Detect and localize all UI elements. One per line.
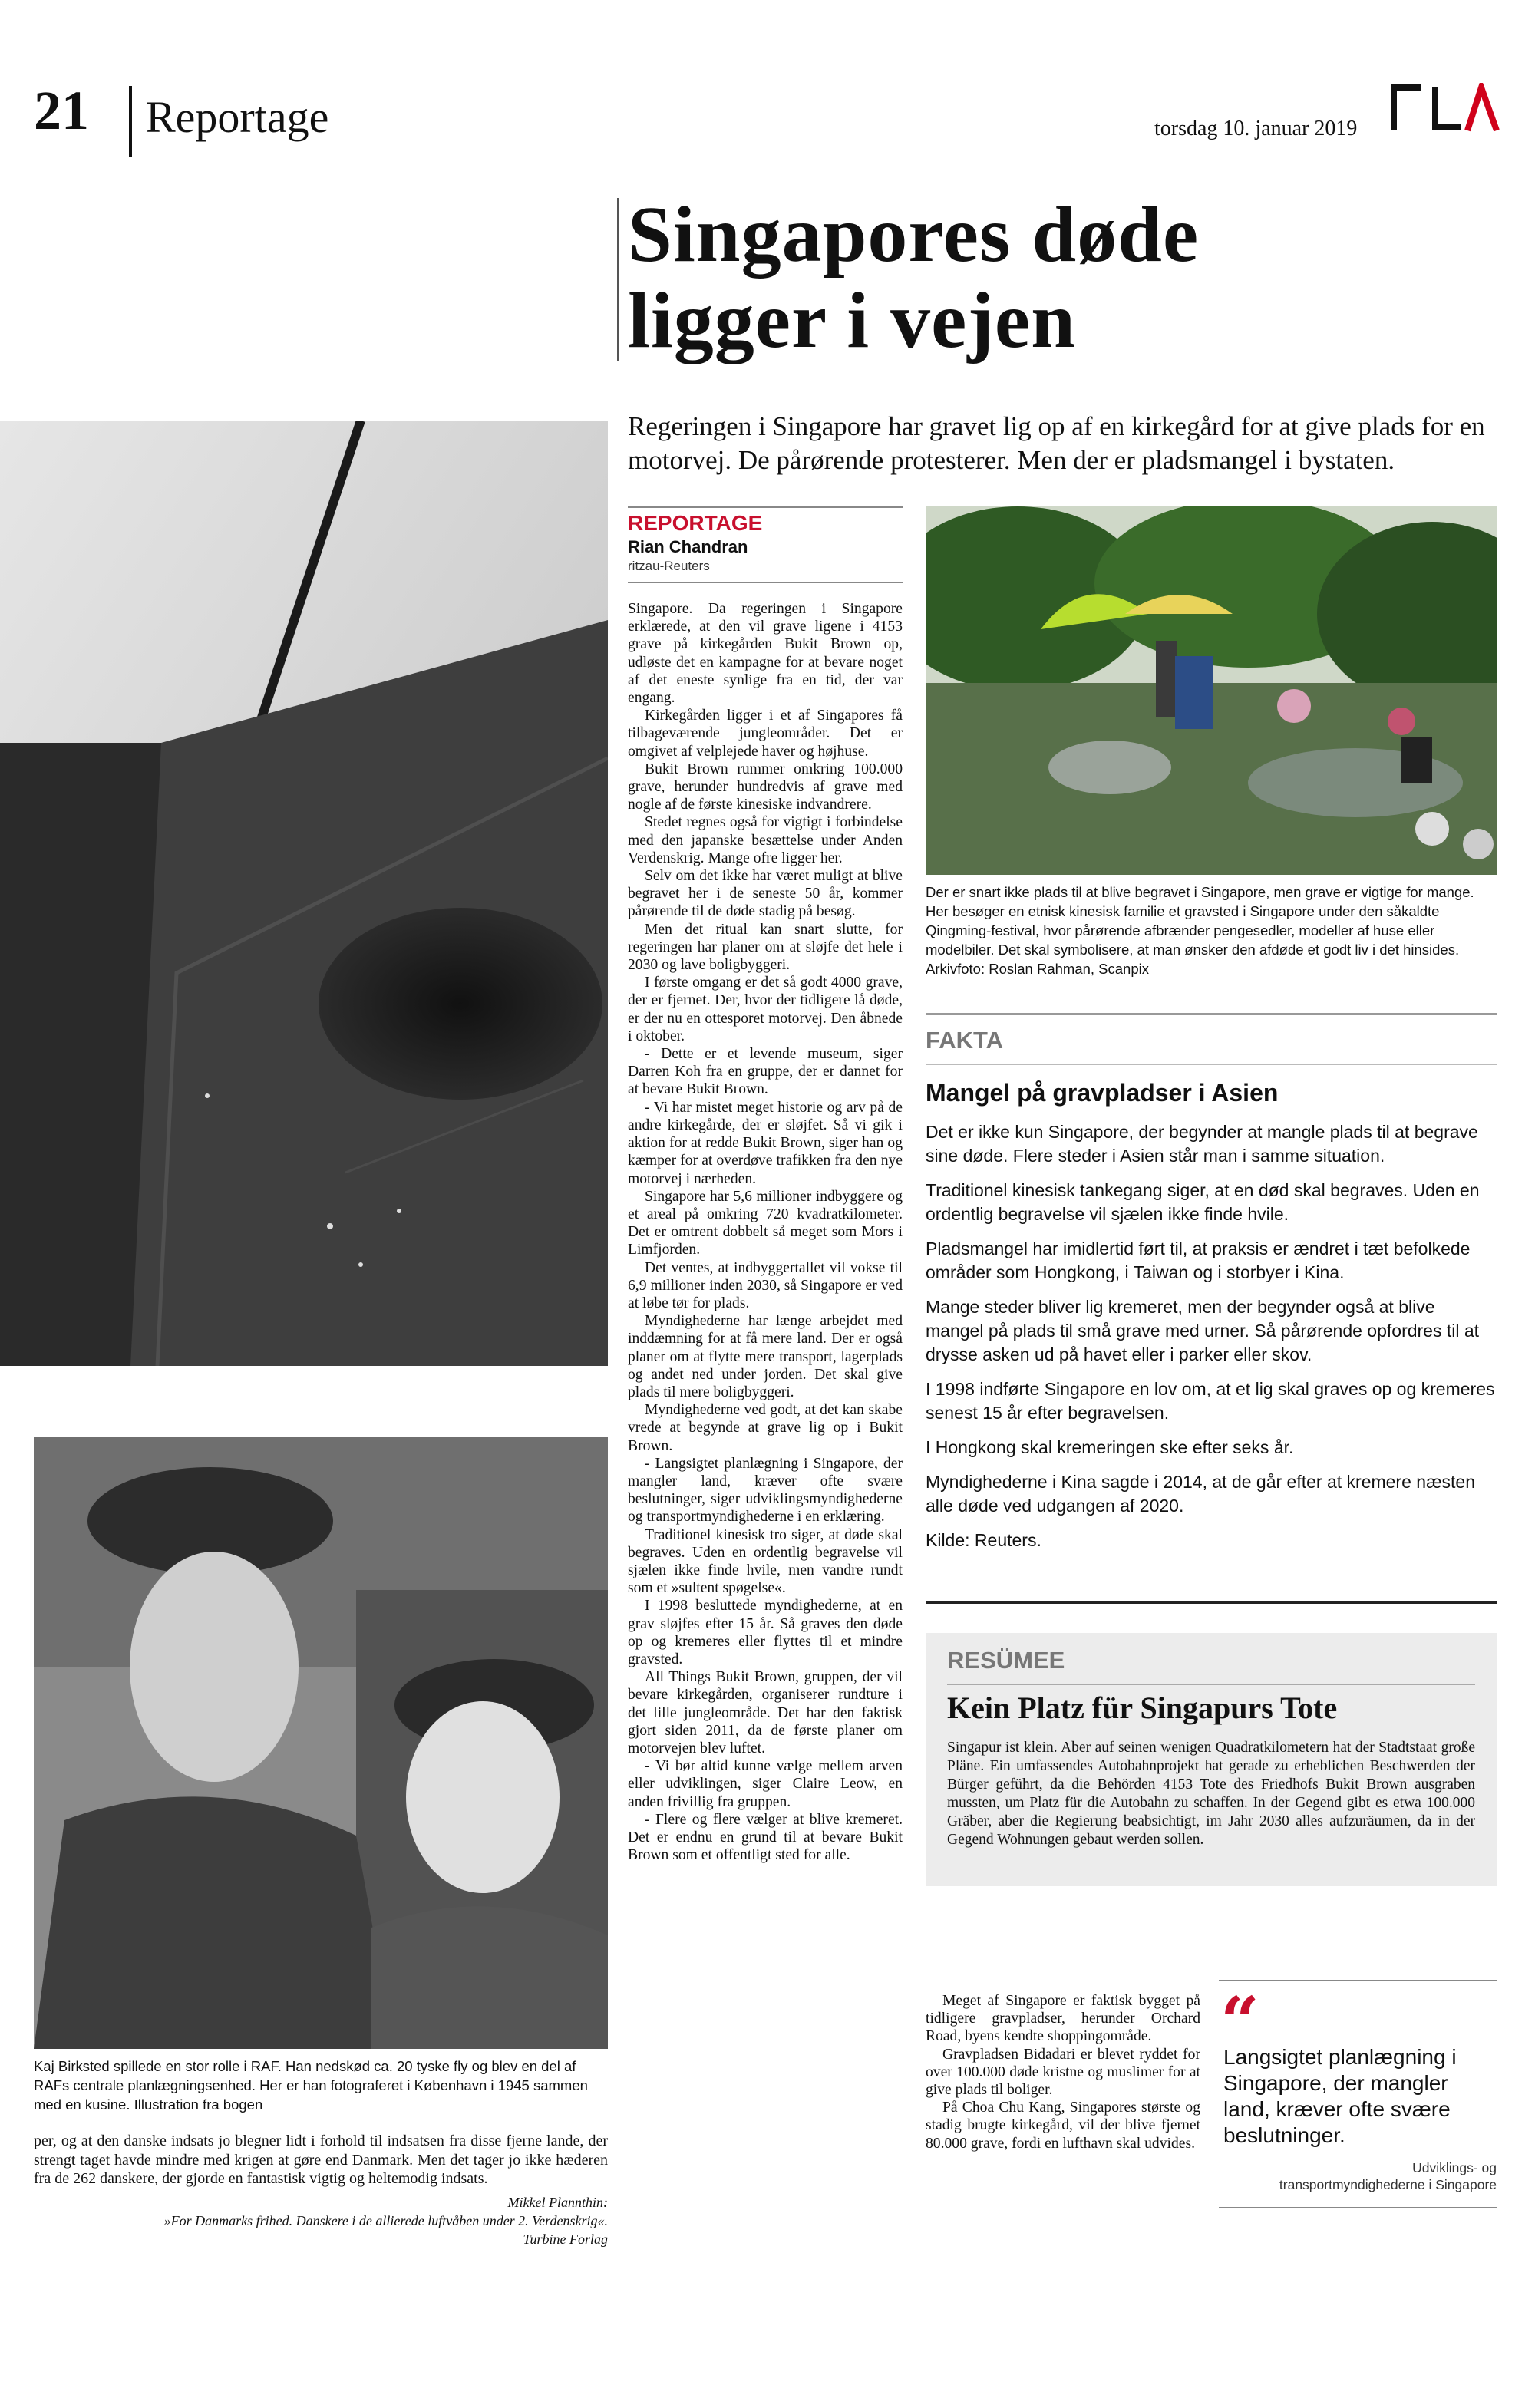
book-title: »For Danmarks frihed. Danskere i de allierede luftvåben under 2. Verdenskrig«. [163, 2213, 608, 2228]
agency: ritzau-Reuters [628, 559, 710, 573]
body-paragraph: Kirkegården ligger i et af Singapores få tilbageværende jungleområder. Det er omgivet af velplejede haver og højhuse. [628, 708, 903, 760]
byline: Rian Chandran [628, 537, 748, 556]
fakta-body [926, 1120, 1497, 1563]
book-author: Mikkel Plannthin: [507, 2195, 608, 2210]
body-paragraph: - Dette er et levende museum, siger Darren Koh fra en gruppe, der er dannet for at bevare Bukit Brown. [628, 1046, 903, 1098]
kicker: REPORTAGE [628, 511, 763, 535]
portrait-photo-illustration [34, 1437, 608, 2049]
fakta-label-rule [926, 1064, 1497, 1065]
fakta-top-rule [926, 1013, 1497, 1015]
header-divider [129, 86, 132, 157]
quote-source-line: transportmyndighederne i Singapore [1279, 2177, 1497, 2192]
resumee-text: Singapur ist klein. Aber auf seinen wenigen Quadratkilometern hat der Stadtstaat große Pläne. Ein umfassendes Autobahnprojekt hat gerade zu erheblichen Beschwerden der Bürger geführt, da die Behörden 4153 Tote des Friedhofs Bukit Brown ausgraben mussten, um Platz für die Autobahn zu schaffen. In der Gegend gibt es etwa 100.000 Gräber, aber die Regierung beabsichtigt, im Jahr 2030 alles aufzuräumen, da in der Gegend Wohnungen gebaut werden sollen. [947, 1740, 1475, 1848]
quote-mark-icon: “ [1220, 1981, 1259, 2061]
fakta-paragraph: I 1998 indførte Singapore en lov om, at et lig skal graves op og kremeres senest 15 år efter begravelsen. [926, 1379, 1495, 1423]
body-paragraph: Gravpladsen Bidadari er blevet ryddet for over 100.000 døde kristne og muslimer for at give plads til boliger. [926, 2046, 1200, 2099]
body-paragraph: - Vi har mistet meget historie og arv på de andre kirkegårde, der er sløjfet. Så vi gik i aktion for at redde Bukit Brown, siger han og kæmper for at overdøve trafikken fra den nye motorvej i nærheden. [628, 1099, 903, 1187]
cemetery-photo-illustration [926, 506, 1497, 875]
body-paragraph: All Things Bukit Brown, gruppen, der vil bevare kirkegården, organiserer rundture i det lille jungleområde. Det har den faktisk gjort siden 2011, da de første planer om motorvejen blev luftet. [628, 1669, 903, 1757]
resumee-rule [947, 1684, 1475, 1685]
body-paragraph: På Choa Chu Kang, Singapores største og stadig brugte kirkegård, vil der blive fjernet 80.000 grave, fordi en lufthavn skal udvides. [926, 2100, 1200, 2152]
resumee-box [926, 1633, 1497, 1886]
body-paragraph: Stedet regnes også for vigtigt i forbindelse med den japanske besættelse under Anden Verdenskrig. Mange ofre ligger her. [628, 814, 903, 866]
body-paragraph: Myndighederne har længe arbejdet med inddæmning for at få mere land. Der er også planer om at flytte mere transport, lagerplads og andet ned under jorden. Det skal give plads til mere boligbyggeri. [628, 1313, 903, 1400]
quote-source [1219, 2159, 1497, 2193]
fakta-paragraph: Det er ikke kun Singapore, der begynder at mangle plads til at begrave sine døde. Flere steder i Asien står man i samme situation. [926, 1122, 1478, 1166]
fakta-paragraph: Traditionel kinesisk tankegang siger, at en død skal begraves. Uden en ordentlig begravelse vil sjælen ikke finde hvile. [926, 1180, 1480, 1224]
resumee-label: RESÜMEE [947, 1647, 1065, 1674]
body-paragraph: - Vi bør altid kunne vælge mellem arven eller udviklingen, siger Claire Leow, en anden frivillig fra gruppen. [628, 1758, 903, 1810]
body-paragraph: Traditionel kinesisk tro siger, at døde skal begraves. Uden en ordentlig begravelse vil sjælen ikke finde hvile, men vandre rundt som et »sultent spøgelse«. [628, 1526, 903, 1597]
fakta-paragraph: Mange steder bliver lig kremeret, men der begynder også at blive mangel på plads til små grave med urner. Så pårørende opfordres til at drysse asken ud på havet eller i parker eller skov. [926, 1297, 1480, 1364]
quote-source-line: Udviklings- og [1412, 2160, 1497, 2175]
aircraft-photo-illustration [0, 421, 608, 1366]
fakta-bottom-rule [926, 1601, 1497, 1604]
headline-line-1: Singapores døde [628, 190, 1200, 279]
kicker-rule [628, 506, 903, 508]
fakta-paragraph: I Hongkong skal kremeringen ske efter seks år. [926, 1437, 1294, 1457]
fakta-paragraph: Pladsmangel har imidlertid ført til, at praksis er ændret i tæt befolkede områder som Hongkong, i Taiwan og i storbyer i Kina. [926, 1239, 1471, 1282]
body-paragraph: Singapore. Da regeringen i Singapore erklærede, at den vil grave ligene i 4153 grave på kirkegården Bukit Brown op, udløste det en kampagne for at bevare noget af det eneste synlige fra en tid, der var engang. [628, 601, 903, 707]
page-number: 21 [34, 80, 89, 141]
book-publisher: Turbine Forlag [523, 2232, 608, 2247]
body-paragraph: Selv om det ikke har været muligt at blive begravet her i de seneste 50 år, kommer pårørende til de døde stadig på besøg. [628, 868, 903, 920]
body-paragraph: - Langsigtet planlægning i Singapore, der mangler land, kræver ofte svære beslutninger, siger udviklingsmyndighederne og transportmyndighederne i en erklæring. [628, 1455, 903, 1526]
body-paragraph: Singapore har 5,6 millioner indbyggere og et areal på omkring 720 kvadratkilometer. Det er omtrent dobbelt så meget som Mors i Limfjorden. [628, 1188, 903, 1258]
body-paragraph: Bukit Brown rummer omkring 100.000 grave, herunder hundredvis af grave med nogle af de første kinesiske indvandrere. [628, 760, 903, 813]
resumee-title: Kein Platz für Singapurs Tote [947, 1691, 1338, 1725]
quote-bottom-rule [1219, 2207, 1497, 2208]
fakta-paragraph: Myndighederne i Kina sagde i 2014, at de går efter at kremere næsten alle døde ved udgangen af 2020. [926, 1472, 1475, 1516]
fla-logo [1391, 83, 1500, 132]
body-paragraph: I 1998 besluttede myndighederne, at en grav sløjfes efter 15 år. Så graves den døde op og kremeres eller flyttes til et mindre gravsted. [628, 1598, 903, 1667]
quote-top-rule [1219, 1980, 1497, 1981]
body-paragraph: Myndighederne ved godt, at det kan skabe vrede at begynde at grave lig op i Bukit Brown. [628, 1402, 903, 1454]
byline-rule [628, 582, 903, 583]
article-body-col1 [628, 600, 903, 1864]
section-title: Reportage [146, 92, 329, 142]
cemetery-caption: Der er snart ikke plads til at blive begravet i Singapore, men grave er vigtige for mange. Her besøger en etnisk kinesisk familie et gravsted i Singapore under den såkaldte Qingming-festival, hvor pårørende afbrænder pengesedler, modeller af huse eller modelbiler. Det skal symbolisere, at man ønsker den afdøde et godt liv i det hinsides. Arkivfoto: Roslan Rahman, Scanpix [926, 884, 1474, 977]
body-paragraph: I første omgang er det så godt 4000 grave, der er fjernet. Der, hvor der tidligere lå døde, er der nu en ottesporet motorvej. Den åbnede i oktober. [628, 975, 903, 1044]
fakta-label: FAKTA [926, 1027, 1004, 1054]
headline-divider [617, 198, 619, 361]
body-paragraph: - Flere og flere vælger at blive kremeret. Det er endnu en grund til at bevare Bukit Brown som et offentligt sted for alle. [628, 1811, 903, 1864]
lead-paragraph: Regeringen i Singapore har gravet lig op af en kirkegård for at give plads for en motorvej. De pårørende protesterer. Men der er pladsmangel i bystaten. [628, 411, 1485, 475]
fakta-title: Mangel på gravpladser i Asien [926, 1079, 1279, 1107]
fakta-paragraph: Kilde: Reuters. [926, 1530, 1041, 1550]
left-story-paragraph: per, og at den danske indsats jo blegner lidt i forhold til indsatsen fra disse fjerne lande, der strengt taget havde mindre med krigen at gøre end Danmark. Men det tager jo ikke hæderen fra de 262 danskere, der gjorde en fantastisk vigtig og heltemodig indsats. [34, 2133, 608, 2187]
portrait-caption: Kaj Birksted spillede en stor rolle i RAF. Han nedskød ca. 20 tyske fly og blev en del af RAFs centrale planlægningsenhed. Her er han fotograferet i København i 1945 sammen med en kusine. Illustration fra bogen [34, 2058, 588, 2113]
aircraft-photo [0, 421, 608, 1366]
pull-quote: Langsigtet planlægning i Singapore, der mangler land, kræver ofte svære beslutninger. [1223, 2045, 1457, 2147]
left-story-excerpt [34, 2132, 608, 2189]
book-credit [34, 2193, 608, 2248]
headline-line-2: ligger i vejen [628, 276, 1076, 364]
portrait-photo [34, 1437, 608, 2049]
cemetery-photo [926, 506, 1497, 875]
article-body-col2 [926, 1992, 1200, 2152]
body-paragraph: Meget af Singapore er faktisk bygget på tidligere gravpladser, herunder Orchard Road, byens kendte shoppingområde. [926, 1993, 1200, 2045]
body-paragraph: Det ventes, at indbyggertallet vil vokse til 6,9 millioner inden 2030, så Singapore er ved at løbe tør for plads. [628, 1259, 903, 1311]
issue-date: torsdag 10. januar 2019 [1154, 117, 1358, 140]
headline [628, 192, 1199, 364]
body-paragraph: Men det ritual kan snart slutte, for regeringen har planer om at sløjfe det hele i 2030 og lave boligbyggeri. [628, 921, 903, 974]
